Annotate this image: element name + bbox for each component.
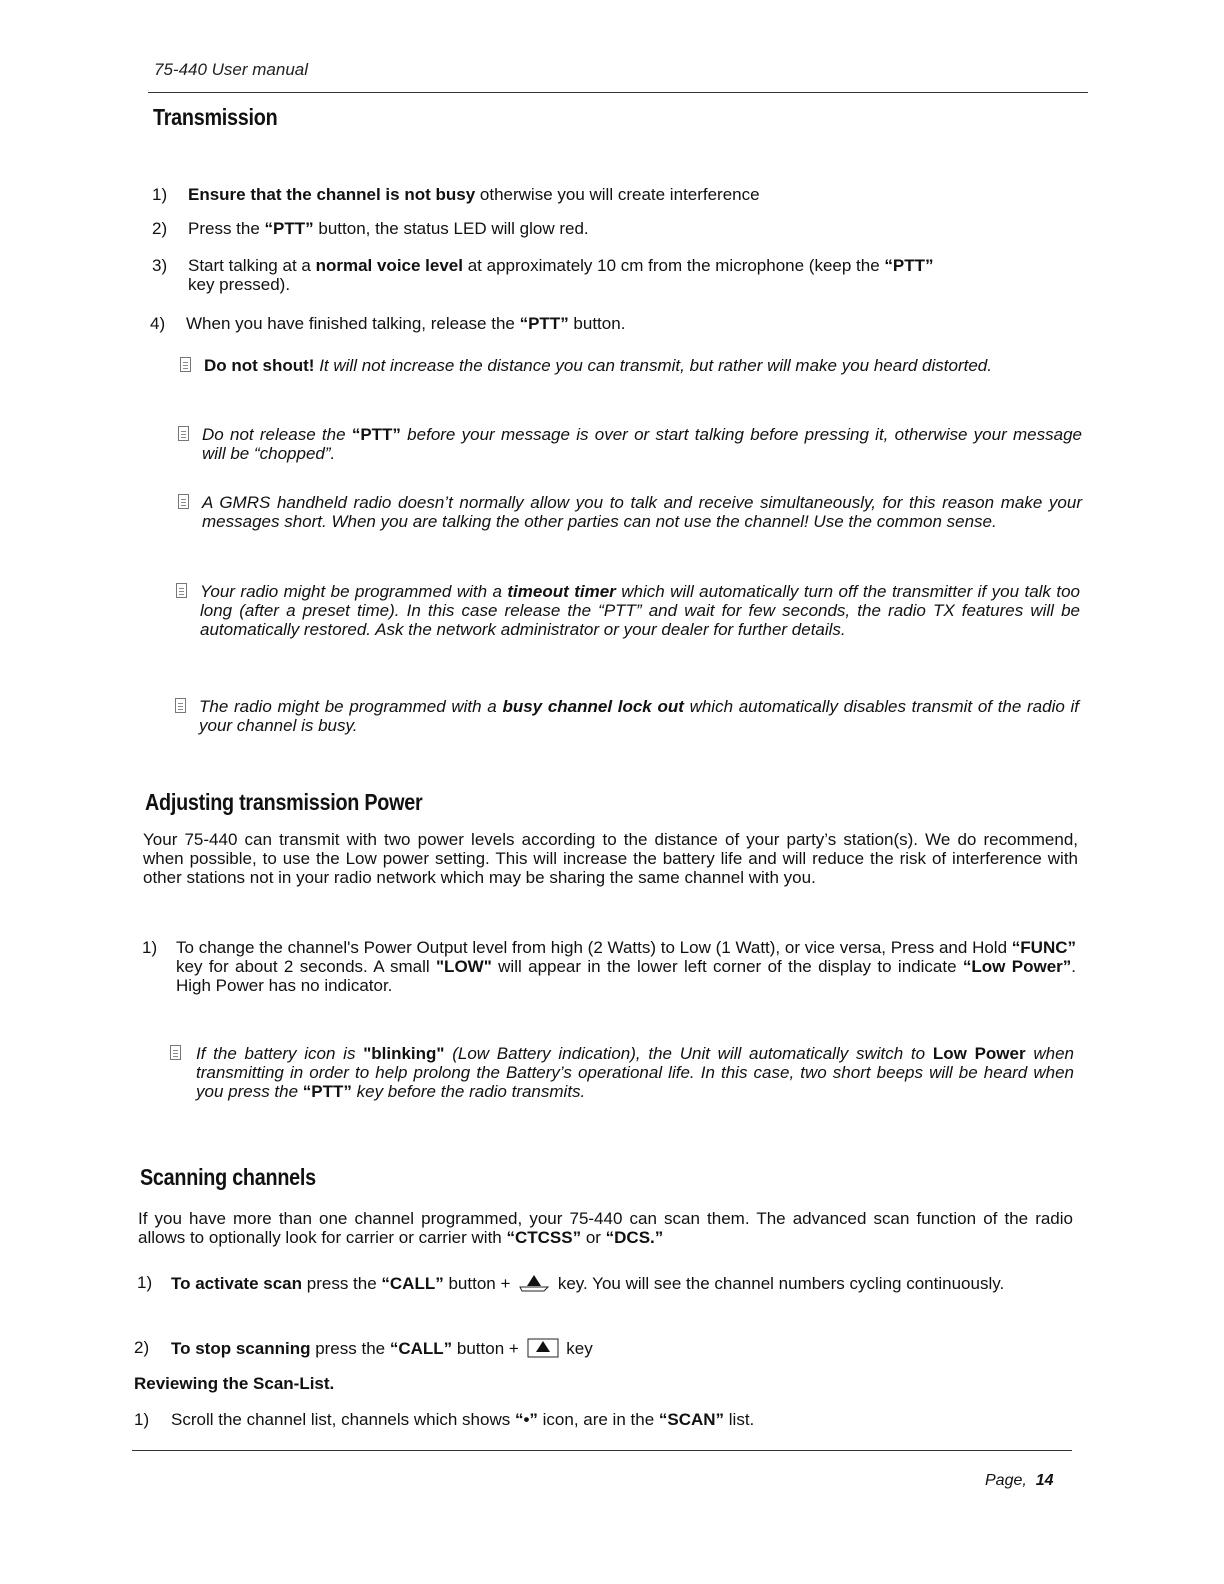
section-title-transmission: Transmission [153, 104, 278, 130]
note-icon [170, 1045, 181, 1060]
up-arrow-key-icon [517, 1273, 551, 1293]
running-header: 75-440 User manual [154, 60, 309, 79]
note-icon [178, 426, 189, 441]
section-title-power: Adjusting transmission Power [145, 789, 423, 815]
footer-rule [132, 1450, 1072, 1451]
up-arrow-key-icon [526, 1338, 560, 1358]
scanning-intro: If you have more than one channel programmed, your 75-440 can scan them. The advanced scan function of the radio allows to optionally look for carrier or carrier with “CTCSS” or “DCS.” [138, 1209, 1073, 1247]
note-icon [175, 698, 186, 713]
header-rule [148, 92, 1088, 93]
section-title-scanning: Scanning channels [140, 1164, 316, 1190]
scan-list-heading: Reviewing the Scan-List. [134, 1374, 335, 1393]
power-intro: Your 75-440 can transmit with two power levels according to the distance of your party’s station(s). We do recommend, when possible, to use the Low power setting. This will increase the battery life and will reduce the risk of interference with other stations not in your radio network which may be sharing the same channel with you. [143, 830, 1078, 887]
page-number: Page, 14 [985, 1472, 1054, 1489]
note-icon [176, 583, 187, 598]
note-icon [178, 494, 189, 509]
note-icon [180, 357, 191, 372]
manual-page: 75-440 User manual Transmission 1) Ensure that the channel is not busy otherwise you will create interference 2) Press the “PTT” button, the status LED will glow red. 3) Start talking at a normal voice level at approximately 10 cm from the microphone (keep the “PTT” key pressed). 4) When you have finished talking, release the “PTT” button. Do not shout! It will not increase the distance you can transmit, but rather will make you heard distorted. Do not release the “PTT” before your message is over or start talking before pressing it, otherwise your message will be “chopped”. A GMRS handheld radio doesn’t normally allow you to talk and receive simultaneously, for this reason make your messages short. When you are talking the other parties can not use the channel! Use the common sense. Your radio might be programmed with a timeout timer which will automatically turn off the transmitter if you talk too long (after a preset time). In this case release the “PTT” and wait for few seconds, the radio TX features will be automatically restored. Ask the network administrator or your dealer for further details. The radio might be programmed with a busy channel lock out which automatically disables transmit of the radio if your channel is busy. Adjusting transmission Power Your 75-440 can transmit with two power levels according to the distance of your party’s station(s). We do recommend, when possible, to use the Low power setting. This will increase the battery life and will reduce the risk of interference with other stations not in your radio network which may be sharing the same channel with you. 1) To change the channel's Power Output level from high (2 Watts) to Low (1 Watt), or vice versa, Press and Hold “FUNC” key for about 2 seconds. A small "LOW" will appear in the lower left corner of the display to indicate “Low Power”. High Power has no indicator. If the battery icon is "blinking" (Low Battery indication), the Unit will automatically switch to Low Power when transmitting in order to help prolong the Battery’s operational life. In this case, two short beeps will be heard when you press the “PTT” key before the radio transmits. Scanning channels If you have more than one channel programmed, your 75-440 can scan them. The advanced scan function of the radio allows to optionally look for carrier or carrier with “CTCSS” or “DCS.” 1) To activate scan press the “CALL” button + key. You will see the channel numbers cycling continuously. 2) To stop scanning press the “CALL” button + key Reviewing the Scan-List. 1) Scroll the channel list, channels which shows “•” icon, are in the “SCAN” list. Page, 14 [0, 0, 1224, 1584]
